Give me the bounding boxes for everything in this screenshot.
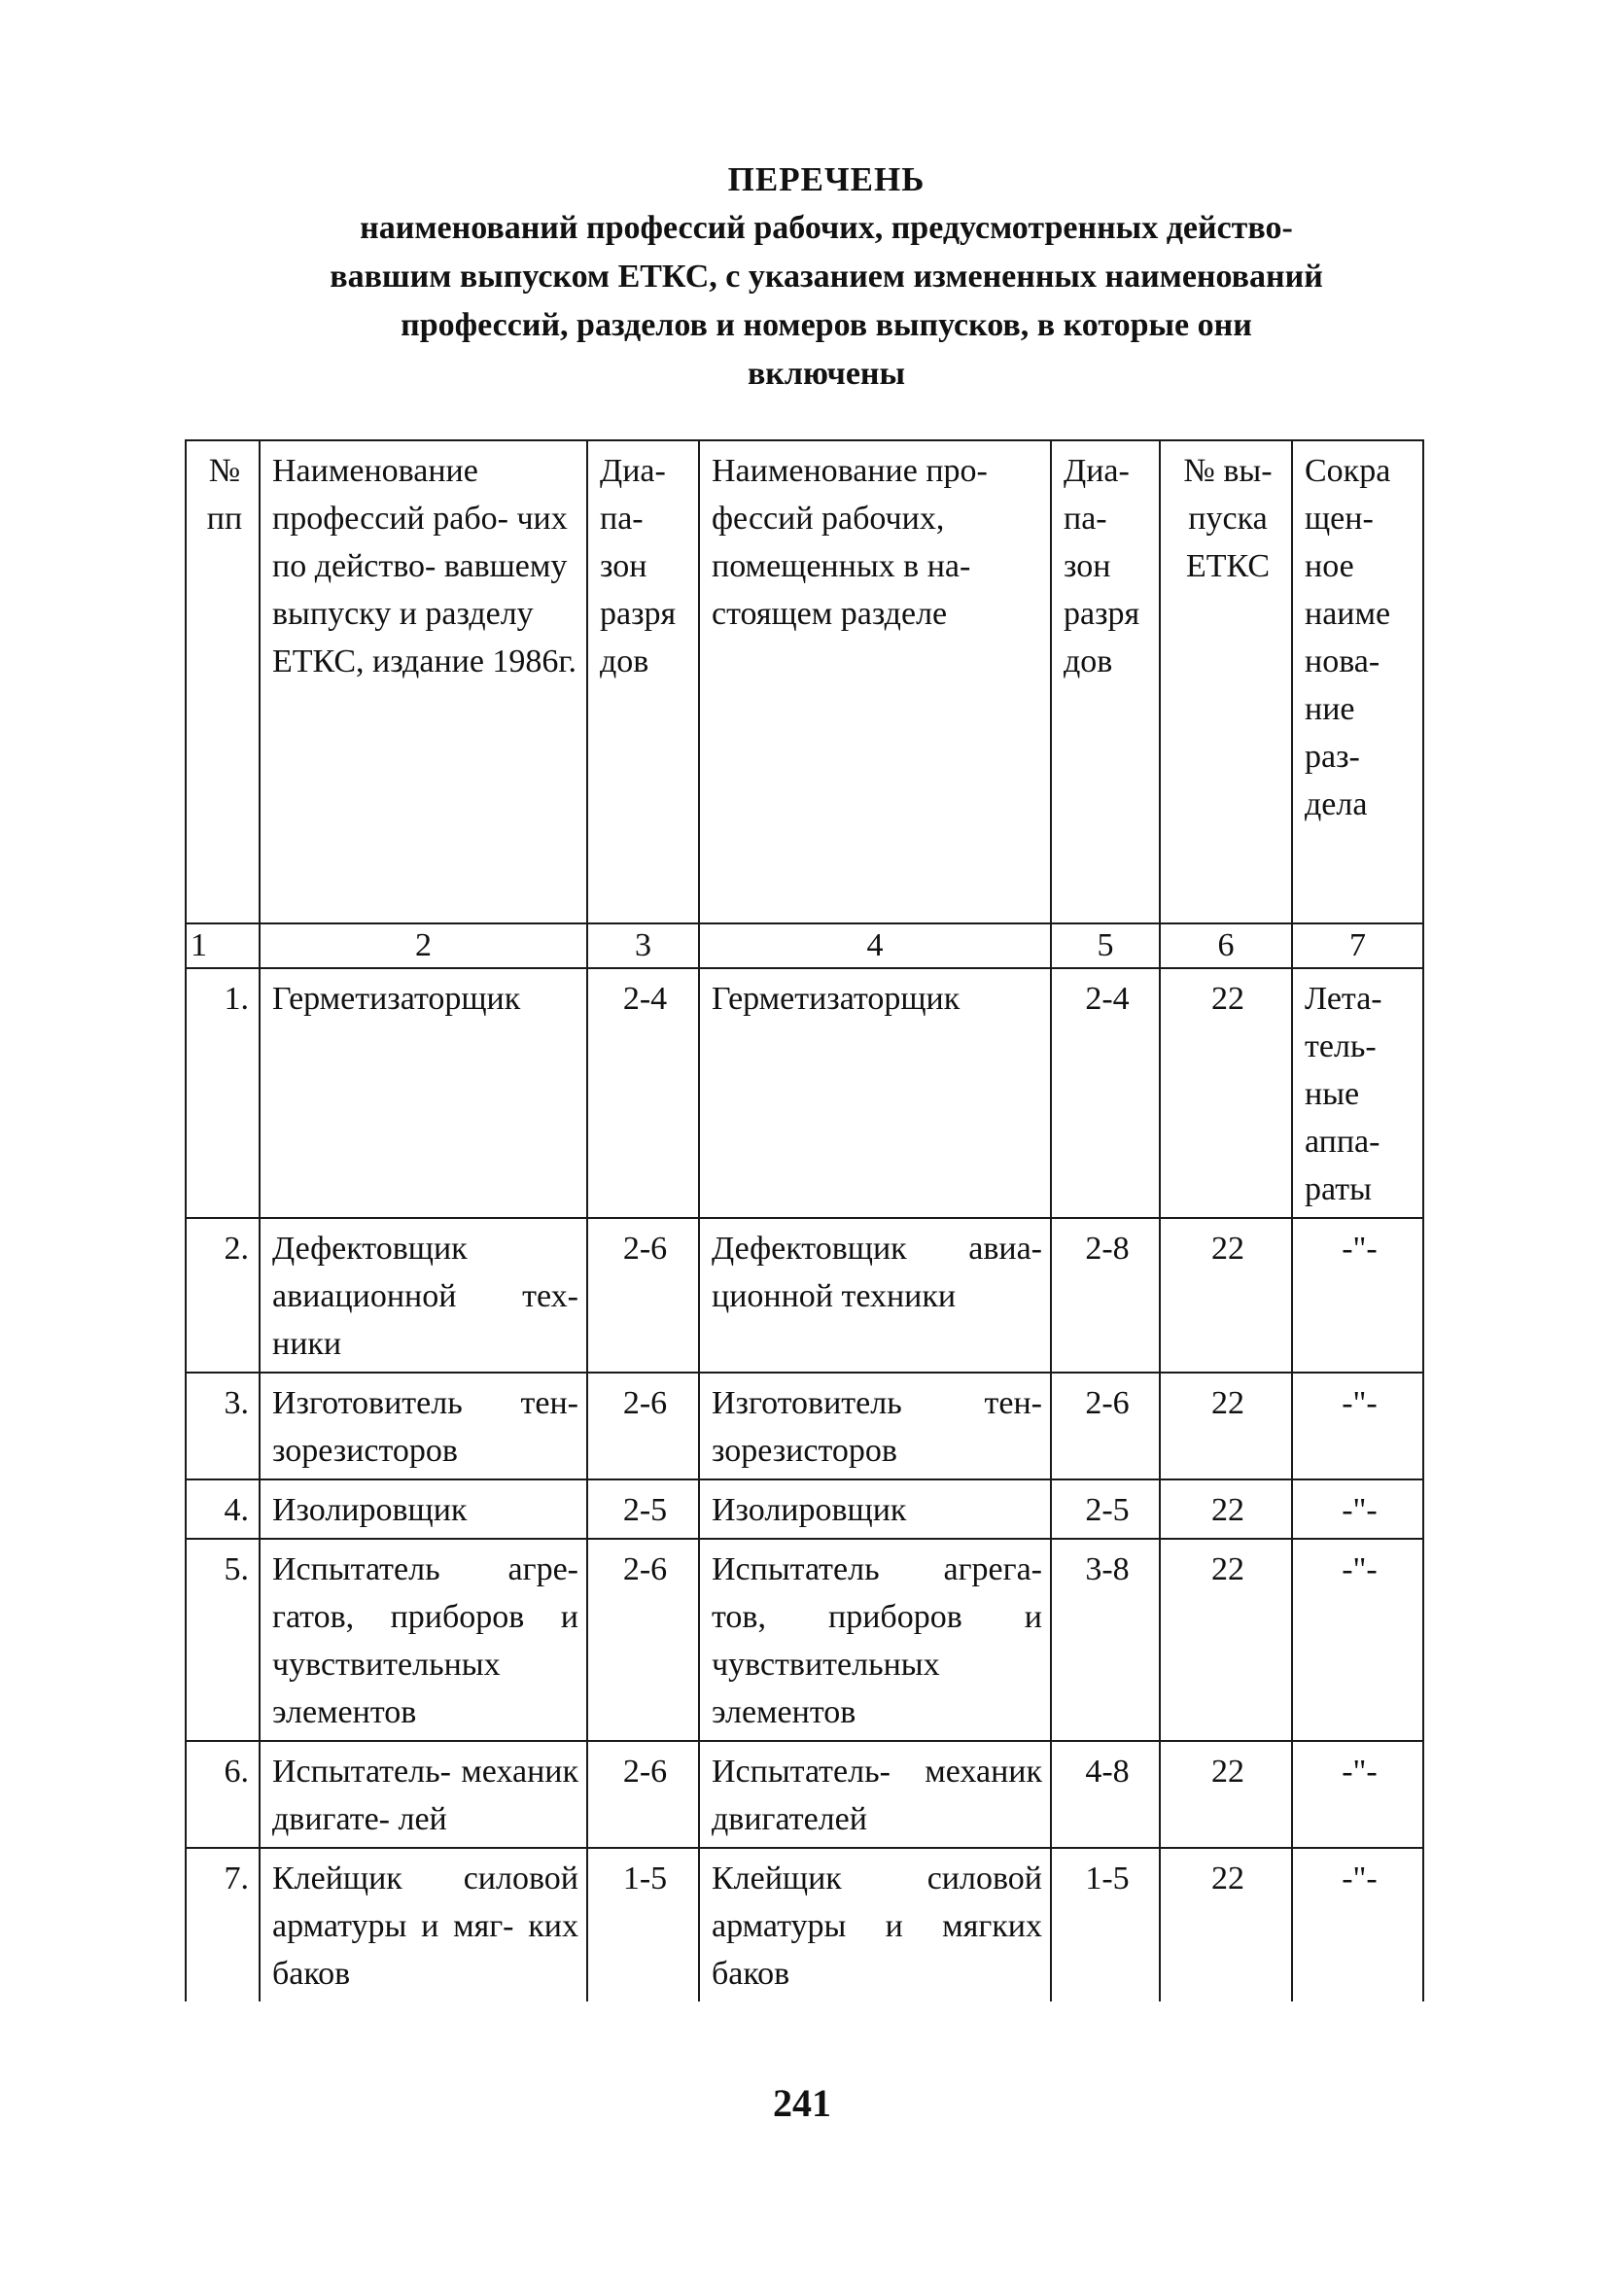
new-profession-name: Испытатель агрега- тов, приборов и чувствительных элементов xyxy=(699,1539,1051,1741)
row-number: 7. xyxy=(186,1848,260,2001)
table-row xyxy=(186,1539,1423,1741)
new-grade-range: 2-6 xyxy=(1051,1373,1160,1479)
old-grade-range: 2-6 xyxy=(587,1539,699,1741)
etks-issue: 22 xyxy=(1160,968,1292,1218)
table-row xyxy=(186,1848,1423,2001)
row-number: 3. xyxy=(186,1373,260,1479)
header-new-profession-name: Наименование про- фессий рабочих, помещенных в на- стоящем разделе xyxy=(699,440,1051,923)
document-subtitle-line: включены xyxy=(747,356,906,392)
section-abbrev: -"- xyxy=(1292,1373,1423,1479)
section-abbrev: -"- xyxy=(1292,1539,1423,1741)
row-number: 6. xyxy=(186,1741,260,1848)
old-profession-name: Испытатель агре- гатов, приборов и чувствительных элементов xyxy=(260,1539,587,1741)
section-abbrev: -"- xyxy=(1292,1848,1423,2001)
document-subtitle-line: профессий, разделов и номеров выпусков, в которые они xyxy=(401,307,1252,343)
etks-issue: 22 xyxy=(1160,1741,1292,1848)
new-profession-name: Клейщик силовой арматуры и мягких баков xyxy=(699,1848,1051,2001)
new-grade-range: 3-8 xyxy=(1051,1539,1160,1741)
old-grade-range: 2-6 xyxy=(587,1741,699,1848)
document-title: ПЕРЕЧЕНЬ xyxy=(727,160,926,198)
section-abbrev: -"- xyxy=(1292,1218,1423,1373)
table-row xyxy=(186,968,1423,1218)
etks-issue: 22 xyxy=(1160,1479,1292,1539)
document-title-block xyxy=(185,156,1468,399)
etks-issue: 22 xyxy=(1160,1218,1292,1373)
new-grade-range: 4-8 xyxy=(1051,1741,1160,1848)
old-grade-range: 1-5 xyxy=(587,1848,699,2001)
document-subtitle-line: наименований профессий рабочих, предусмотренных действо- xyxy=(360,210,1293,246)
column-number: 2 xyxy=(260,923,587,968)
etks-issue: 22 xyxy=(1160,1373,1292,1479)
old-grade-range: 2-6 xyxy=(587,1373,699,1479)
table-row xyxy=(186,1479,1423,1539)
header-number: № пп xyxy=(186,440,260,923)
old-profession-name: Изготовитель тен- зорезисторов xyxy=(260,1373,587,1479)
row-number: 1. xyxy=(186,968,260,1218)
new-profession-name: Дефектовщик авиа- ционной техники xyxy=(699,1218,1051,1373)
professions-table xyxy=(185,439,1424,2001)
new-profession-name: Изолировщик xyxy=(699,1479,1051,1539)
section-abbrev: -"- xyxy=(1292,1479,1423,1539)
new-grade-range: 2-8 xyxy=(1051,1218,1160,1373)
column-number: 5 xyxy=(1051,923,1160,968)
new-profession-name: Герметизаторщик xyxy=(699,968,1051,1218)
document-subtitle-line: вавшим выпуском ЕТКС, с указанием измененных наименований xyxy=(330,259,1323,295)
header-old-profession-name: Наименование профессий рабо- чих по действо- вавшему выпуску и разделу ЕТКС, издание 1986г. xyxy=(260,440,587,923)
section-abbrev: Лета- тель- ные аппа- раты xyxy=(1292,968,1423,1218)
table-row xyxy=(186,1741,1423,1848)
row-number: 5. xyxy=(186,1539,260,1741)
header-etks-issue: № вы- пуска ЕТКС xyxy=(1160,440,1292,923)
new-profession-name: Изготовитель тен- зорезисторов xyxy=(699,1373,1051,1479)
etks-issue: 22 xyxy=(1160,1539,1292,1741)
new-profession-name: Испытатель- механик двигателей xyxy=(699,1741,1051,1848)
new-grade-range: 2-5 xyxy=(1051,1479,1160,1539)
column-numbers-row xyxy=(186,923,1423,968)
new-grade-range: 1-5 xyxy=(1051,1848,1160,2001)
page-number: 241 xyxy=(773,2081,831,2125)
old-profession-name: Испытатель- механик двигате- лей xyxy=(260,1741,587,1848)
etks-issue: 22 xyxy=(1160,1848,1292,2001)
old-grade-range: 2-5 xyxy=(587,1479,699,1539)
column-number: 6 xyxy=(1160,923,1292,968)
old-profession-name: Герметизаторщик xyxy=(260,968,587,1218)
header-old-grade-range: Диа- па- зон разря дов xyxy=(587,440,699,923)
section-abbrev: -"- xyxy=(1292,1741,1423,1848)
old-profession-name: Клейщик силовой арматуры и мяг- ких баков xyxy=(260,1848,587,2001)
column-number: 1 xyxy=(186,923,260,968)
old-profession-name: Изолировщик xyxy=(260,1479,587,1539)
column-number: 3 xyxy=(587,923,699,968)
table-header-row xyxy=(186,440,1423,923)
header-new-grade-range: Диа- па- зон разря дов xyxy=(1051,440,1160,923)
row-number: 2. xyxy=(186,1218,260,1373)
old-profession-name: Дефектовщик авиационной тех- ники xyxy=(260,1218,587,1373)
old-grade-range: 2-6 xyxy=(587,1218,699,1373)
old-grade-range: 2-4 xyxy=(587,968,699,1218)
table-row xyxy=(186,1373,1423,1479)
row-number: 4. xyxy=(186,1479,260,1539)
new-grade-range: 2-4 xyxy=(1051,968,1160,1218)
header-section-abbrev: Сокра щен- ное наиме нова- ние раз- дела xyxy=(1292,440,1423,923)
column-number: 7 xyxy=(1292,923,1423,968)
table-row xyxy=(186,1218,1423,1373)
column-number: 4 xyxy=(699,923,1051,968)
